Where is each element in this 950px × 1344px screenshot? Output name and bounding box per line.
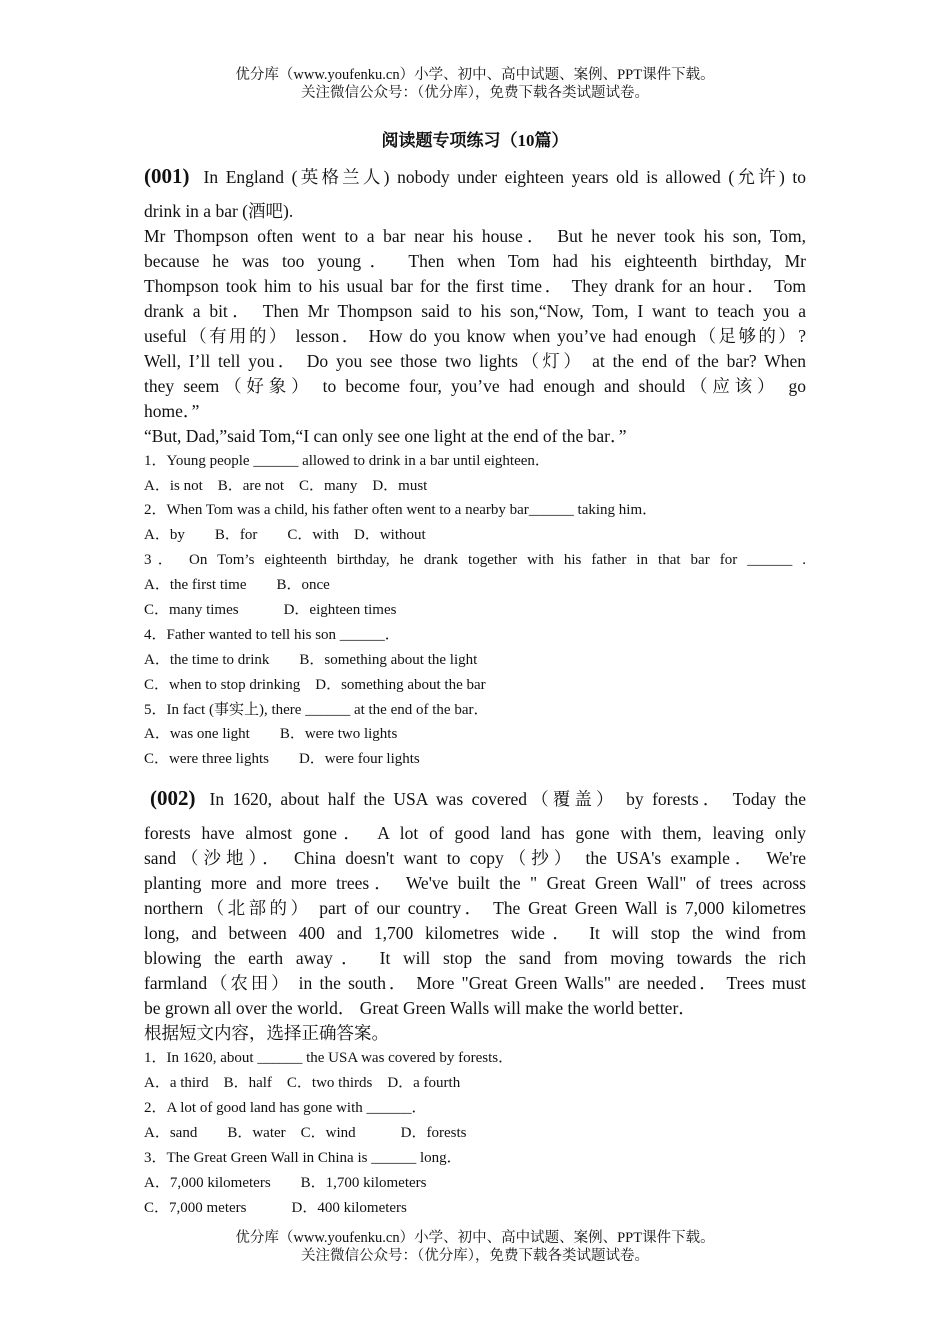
- question: 5．In fact (事实上), there ______ at the end of the bar．: [144, 702, 489, 718]
- answer-options: A．by B．for C．with D．without: [144, 527, 426, 543]
- passage-2-line: blowing the earth away． It will stop the sand from moving towards the rich: [144, 948, 806, 968]
- answer-options: A．a third B．half C．two thirds D．a fourth: [144, 1075, 461, 1091]
- passage-1-line: drink in a bar (酒吧).: [144, 201, 294, 221]
- passage-2-line: farmland（农田） in the south． More "Great Green Walls" are needed． Trees must: [144, 973, 806, 993]
- passage-1-line: (001) In England (英格兰人) nobody under eighteen years old is allowed (允许) to: [144, 164, 806, 188]
- page-footer: [0, 1229, 950, 1265]
- answer-options: A．is not B．are not C．many D．must: [144, 478, 428, 494]
- question: 4．Father wanted to tell his son ______．: [144, 627, 400, 643]
- passage-1-line: Well, I’ll tell you． Do you see those two lights（灯） at the end of the bar? When: [144, 351, 806, 371]
- passage-2-line: northern（北部的） part of our country． The Great Green Wall is 7,000 kilometres: [144, 898, 806, 918]
- passage-1-line: home．”: [144, 401, 200, 421]
- passage-2-line: sand（沙地）． China doesn't want to copy（抄） the USA's example． We're: [144, 848, 806, 868]
- answer-options: C．7,000 meters D．400 kilometers: [144, 1200, 407, 1216]
- answer-options: A．7,000 kilometers B．1,700 kilometers: [144, 1175, 427, 1191]
- answer-options: A．the time to drink B．something about the light: [144, 652, 478, 668]
- page-header: [0, 66, 950, 102]
- passage-1-line: they seem（好象） to become four, you’ve had enough and should（应该） go: [144, 376, 806, 396]
- header-line-1: 优分库（www.youfenku.cn）小学、初中、高中试题、案例、PPT课件下载。: [235, 67, 715, 83]
- question: 3． On Tom’s eighteenth birthday, he drank together with his father in that bar for ______ .: [144, 552, 806, 568]
- question: 1．In 1620, about ______ the USA was covered by forests．: [144, 1050, 514, 1066]
- passage-2-line: forests have almost gone． A lot of good land has gone with them, leaving only: [144, 823, 806, 843]
- question: 2．A lot of good land has gone with ______．: [144, 1100, 427, 1116]
- passage-2-line: (002) In 1620, about half the USA was covered（覆盖） by forests． Today the: [150, 786, 806, 810]
- passage-2-line: long, and between 400 and 1,700 kilometres wide． It will stop the wind from: [144, 923, 806, 943]
- answer-options: C．when to stop drinking D．something about the bar: [144, 677, 486, 693]
- passage-1-line: because he was too young． Then when Tom had his eighteenth birthday, Mr: [144, 251, 806, 271]
- page-title: 阅读题专项练习（10篇）: [381, 131, 569, 150]
- header-line-2: 关注微信公众号：（优分库），免费下载各类试题试卷。: [301, 85, 649, 101]
- passage-1-line: “But, Dad,”said Tom,“I can only see one light at the end of the bar．”: [144, 426, 627, 446]
- question: 1．Young people ______ allowed to drink in a bar until eighteen．: [144, 453, 550, 469]
- footer-line-1: 优分库（www.youfenku.cn）小学、初中、高中试题、案例、PPT课件下载。: [235, 1230, 715, 1246]
- passage-number: (001): [144, 164, 190, 188]
- question: 3．The Great Green Wall in China is ______ long．: [144, 1150, 462, 1166]
- question: 2．When Tom was a child, his father often went to a nearby bar______ taking him．: [144, 502, 658, 518]
- passage-1-line: useful（有用的） lesson． How do you know when you’ve had enough（足够的）?: [144, 326, 806, 346]
- passage-number: (002): [150, 786, 196, 810]
- instruction: 根据短文内容，选择正确答案。: [144, 1023, 389, 1043]
- passage-1-line: drank a bit． Then Mr Thompson said to his son,“Now, Tom, I want to teach you a: [144, 301, 806, 321]
- answer-options: A．was one light B．were two lights: [144, 726, 398, 742]
- answer-options: A．the first time B．once: [144, 577, 330, 593]
- footer-line-2: 关注微信公众号：（优分库），免费下载各类试题试卷。: [301, 1248, 649, 1264]
- passage-2-line: planting more and more trees． We've built the " Great Green Wall" of trees across: [144, 873, 806, 893]
- passage-2-line: be grown all over the world． Great Green Walls will make the world better．: [144, 998, 696, 1018]
- answer-options: C．many times D．eighteen times: [144, 602, 397, 618]
- passage-1-line: Thompson took him to his usual bar for the first time． They drank for an hour． Tom: [144, 276, 806, 296]
- answer-options: C．were three lights D．were four lights: [144, 751, 420, 767]
- answer-options: A．sand B．water C．wind D．forests: [144, 1125, 467, 1141]
- passage-1-line: Mr Thompson often went to a bar near his house． But he never took his son, Tom,: [144, 226, 806, 246]
